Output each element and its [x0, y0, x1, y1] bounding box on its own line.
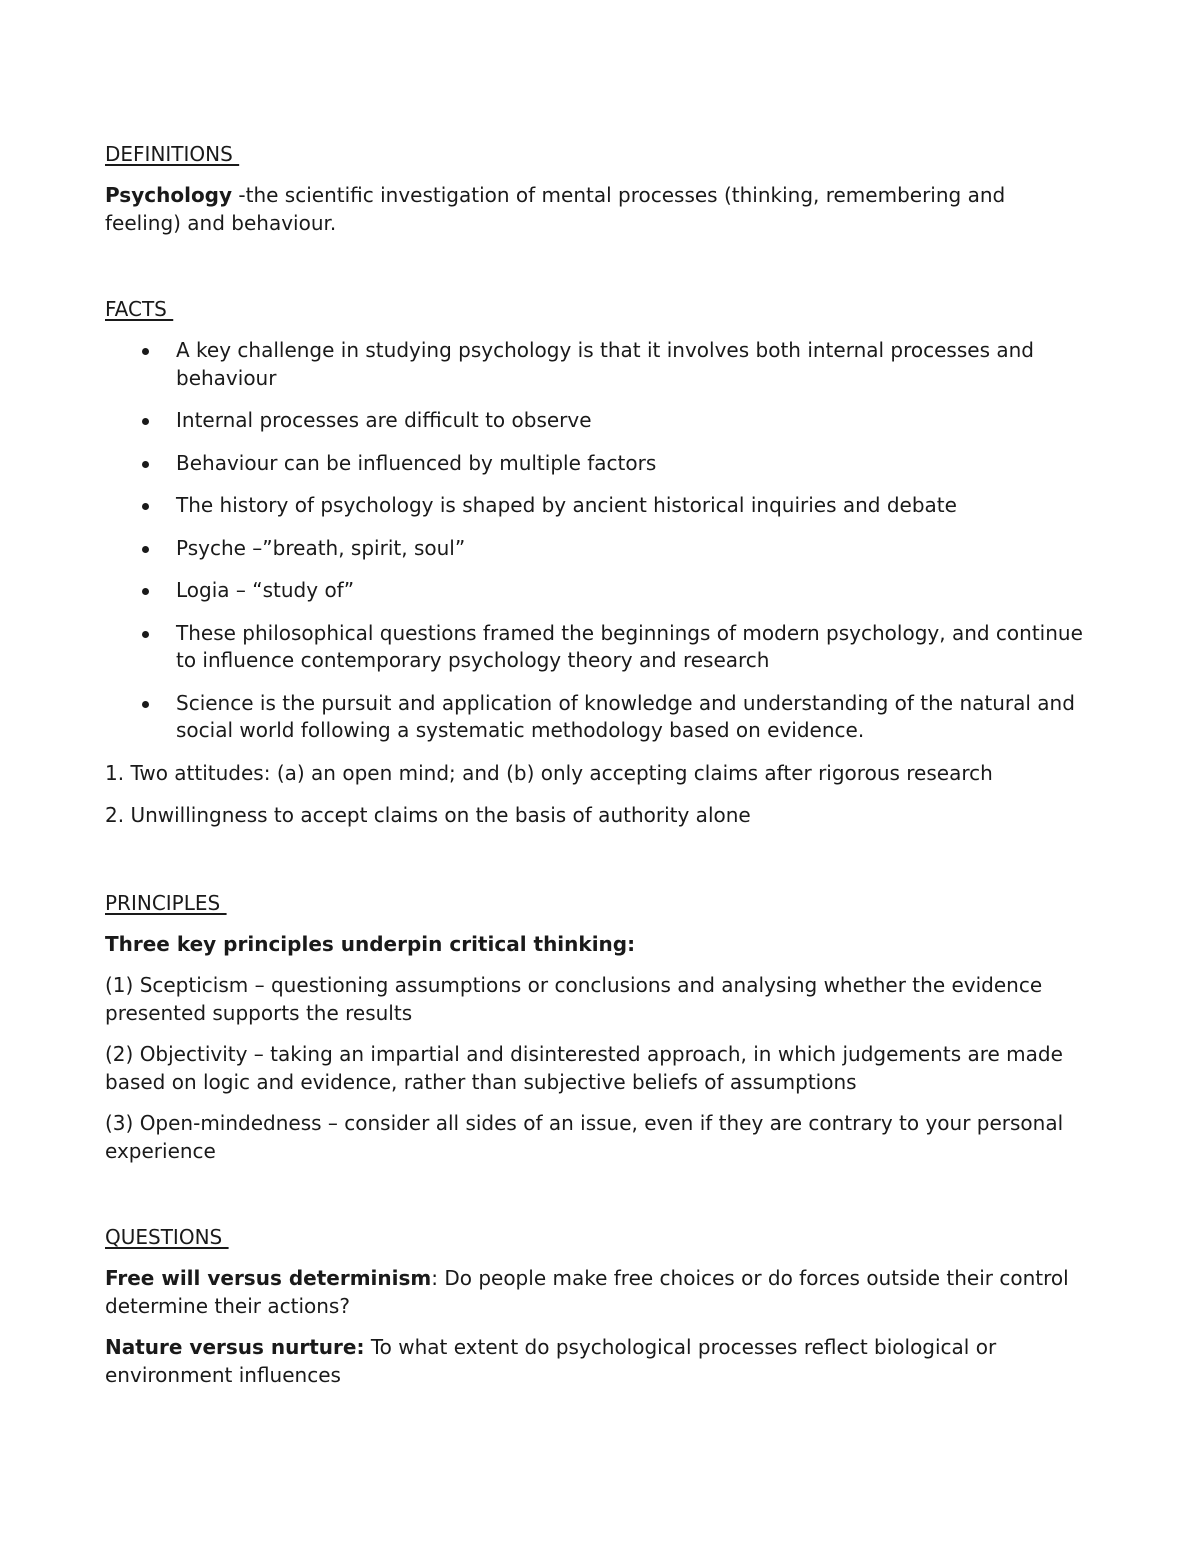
- question-term: Free will versus determinism: [105, 1266, 432, 1290]
- list-item: Behaviour can be influenced by multiple factors: [105, 450, 1085, 478]
- facts-bullet-list: [105, 337, 1085, 745]
- bullet-icon: [142, 418, 149, 425]
- bullet-icon: [142, 461, 149, 468]
- section-spacer: [105, 1179, 1085, 1224]
- bullet-icon: [142, 503, 149, 510]
- definition-text: -the scientific investigation of mental processes (thinking, remembering and feeling) and behaviour.: [105, 183, 1006, 235]
- bullet-icon: [142, 588, 149, 595]
- definition-term: Psychology: [105, 183, 233, 207]
- principle-objectivity: (2) Objectivity – taking an impartial and disinterested approach, in which judgements are made based on logic and evidence, rather than subjective beliefs of assumptions: [105, 1042, 1063, 1094]
- principles-heading: PRINCIPLES: [105, 890, 227, 915]
- principles-intro: Three key principles underpin critical thinking:: [105, 931, 636, 956]
- section-spacer: [105, 251, 1085, 296]
- question-term: Nature versus nurture:: [105, 1335, 365, 1359]
- question-free-will: [105, 1265, 1085, 1320]
- principle-open-mindedness: (3) Open-mindedness – consider all sides of an issue, even if they are contrary to your personal experience: [105, 1111, 1064, 1163]
- definitions-heading: DEFINITIONS: [105, 142, 240, 166]
- list-item: Science is the pursuit and application of knowledge and understanding of the natural and social world following a systematic methodology based on evidence.: [105, 690, 1085, 745]
- question-text: : Do people make free choices or do forces outside their control determine their actions?: [105, 1266, 1069, 1318]
- bullet-icon: [142, 546, 149, 553]
- list-item: Psyche –”breath, spirit, soul”: [105, 535, 1085, 563]
- definition-psychology: [105, 182, 1085, 237]
- bullet-icon: [142, 631, 149, 638]
- document-content: [105, 141, 1085, 1403]
- list-item: A key challenge in studying psychology is that it involves both internal processes and behaviour: [105, 337, 1085, 392]
- principle-scepticism: (1) Scepticism – questioning assumptions or conclusions and analysing whether the evidence presented supports the results: [105, 973, 1043, 1025]
- list-item: Logia – “study of”: [105, 577, 1085, 605]
- bullet-icon: [142, 701, 149, 708]
- facts-heading: FACTS: [105, 297, 174, 321]
- bullet-icon: [142, 348, 149, 355]
- question-nature-nurture: [105, 1334, 1085, 1389]
- questions-heading: QUESTIONS: [105, 1225, 229, 1249]
- section-spacer: [105, 845, 1085, 890]
- list-item: The history of psychology is shaped by ancient historical inquiries and debate: [105, 492, 1085, 520]
- list-item: These philosophical questions framed the beginnings of modern psychology, and continue to influence contemporary psychology theory and research: [105, 620, 1085, 675]
- question-text: To what extent do psychological processes reflect biological or environment influences: [105, 1335, 997, 1387]
- numbered-item-2: 2. Unwillingness to accept claims on the basis of authority alone: [105, 803, 751, 827]
- numbered-item-1: 1. Two attitudes: (a) an open mind; and (b) only accepting claims after rigorous research: [105, 760, 993, 785]
- list-item: Internal processes are difficult to observe: [105, 407, 1085, 435]
